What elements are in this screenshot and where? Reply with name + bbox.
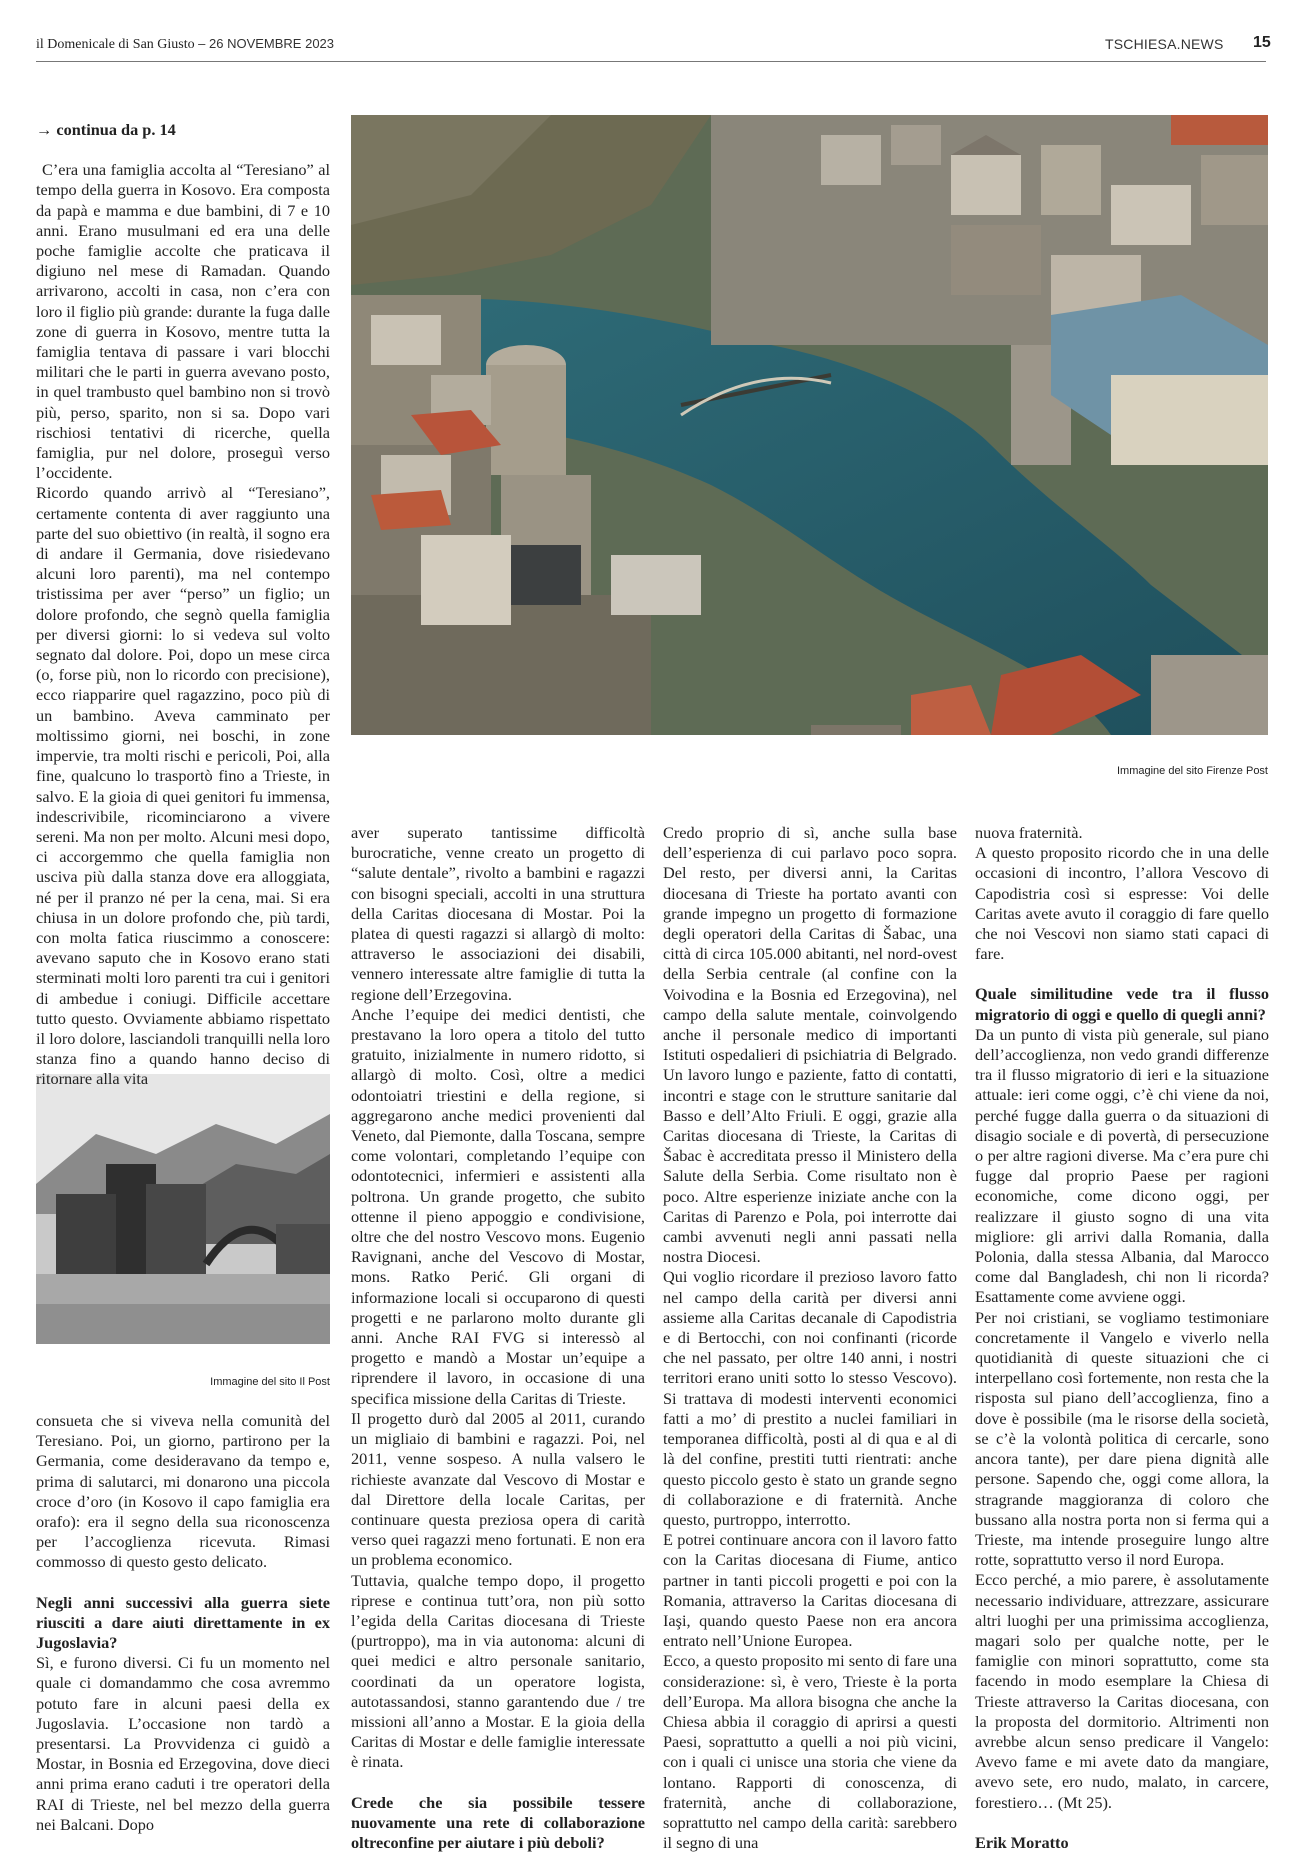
article-column-3 (663, 823, 957, 1853)
paragraph: nuova fraternità. (975, 823, 1083, 842)
article-column-1-continued (36, 1411, 330, 1835)
paragraph: Per noi cristiani, se vogliamo testimoniare concretamente il Vangelo e viverlo nella quotidianità di queste situazioni che ci interpellano così fortemente, non resta che la risposta sul piano dell’accoglienza, fino a dove è possibile (ma le risorse della società, se c’è la volontà politica di cercarle, sono ancora tante), per dare piena dignità alle persone. Sapendo che, oggi come allora, la stragrande maggioranza di coloro che bussano alla nostra porta non si ferma qui a Trieste, ma intende proseguire lungo altre rotte, soprattutto verso il nord Europa. (975, 1307, 1269, 1570)
site-name[interactable]: TSCHIESA.NEWS (1105, 36, 1224, 52)
paragraph: Credo proprio di sì, anche sulla base dell’esperienza di cui parlavo poco sopra. Del resto, per diversi anni, la Caritas diocesana di Trieste ha portato avanti con grande impegno un progetto di formazione degli operatori della Caritas di Šabac, una città di circa 105.000 abitanti, nel nord-ovest della Serbia centrale (al confine con la Voivodina e la Bosnia ed Erzegovina), nel campo della salute mentale, coinvolgendo anche il personale medico di importanti Istituti ospedalieri di psichiatria di Belgrado. Un lavoro lungo e paziente, fatto di contatti, incontri e stage con le strutture sanitarie dal Basso e dell’Alto Friuli. E oggi, grazie alla Caritas diocesana di Trieste, la Caritas di Šabac è accreditata presso il Ministero della Salute della Serbia. Come risultato non è poco. Altre esperienze iniziate anche con la Caritas di Parenzo e Pola, poi interrotte dai cambi avvenuti negli anni passati nella nostra Diocesi. (663, 823, 957, 1267)
paragraph: Qui voglio ricordare il prezioso lavoro fatto nel campo della carità per diversi anni assieme alla Caritas decanale di Capodistria e di Bertocchi, con noi confinanti (ricorde che nel passato, per oltre 140 anni, i nostri territori erano uniti sotto lo stesso Vescovo). Si trattava di modesti interventi economici fatti a mo’ di prestito a nuclei familiari in temporanea difficoltà, posti al di qua e al di là del confine, prestiti tutti rientrati: anche questo piccolo gesto è stato un grande segno di collaborazione e di fraternità. Anche questo, purtroppo, interrotto. (663, 1267, 957, 1529)
header-divider (36, 61, 1266, 62)
interview-question: Negli anni successivi alla guerra siete riusciti a dare aiuti direttamente in ex Jugoslavia? (36, 1592, 330, 1653)
article-column-1 (36, 120, 330, 1090)
main-photo-caption: Immagine del sito Firenze Post (1116, 765, 1268, 777)
main-photo (351, 115, 1268, 735)
issue-date: – 26 NOVEMBRE 2023 (198, 36, 335, 51)
paragraph: Ricordo quando arrivò al “Teresiano”, certamente contenta di aver raggiunto una parte del suo obiettivo (in realtà, il sogno era di andare il Germania, dove risiedevano alcuni loro parenti), ma nel contempo tristissima per aver “perso” un figlio; un dolore profondo, che segnò quella famiglia per diversi giorni: lo si vedeva sul volto segnato dal dolore. Poi, dopo un mese circa (o, forse più, non lo ricordo con precisione), ecco riapparire quel ragazzino, poco più di un bambino. Aveva camminato per moltissimo giorni, nei boschi, in zone impervie, tra molti rischi e pericoli, Poi, alla fine, qualcuno lo trasportò fino a Trieste, in salvo. E la gioia di quei genitori fu immensa, indescrivibile, ricominciarono a vivere sereni. Ma non per molto. Alcuni mesi dopo, ci accorgemmo che quella famiglia non usciva più dalla stanza dove era alloggiata, né per il pranzo né per la cena, mai. Si era chiusa in un dolore profondo che, più tardi, con molta fatica riuscimmo a conoscere: avevano saputo che in Kosovo erano stati sterminati molti loro parenti tra cui i genitori di ambedue i coniugi. Difficile accettare tutto questo. Ovviamente abbiamo rispettato il loro dolore, lasciandoli tranquilli nella loro stanza fino a quando hanno deciso di ritornare alla vita (36, 483, 330, 1089)
paragraph: Sì, e furono diversi. Ci fu un momento nel quale ci domandammo che cosa avremmo potuto fare in alcuni paesi della ex Jugoslavia. L’occasione non tardò a presentarsi. La Provvidenza ci guidò a Mostar, in Bosnia ed Erzegovina, dove dieci anni prima erano caduti i tre operatori della RAI di Trieste, nel bel mezzo della guerra nei Balcani. Dopo (36, 1653, 330, 1834)
paragraph: Da un punto di vista più generale, sul piano dell’accoglienza, non vedo grandi differenze tra il flusso migratorio di ieri e la situazione attuale: ieri come oggi, c’è chi viene da noi, perché fugge dalla guerra o da situazioni di disagio sociale e di povertà, di persecuzione o per altre ragioni diverse. Ma c’era pure chi fugge dal proprio Paese per ragioni economiche, come dicono oggi, per realizzare il giusto sogno di una vita migliore: gli arrivi dalla Romania, dalla Polonia, dalla stessa Albania, dal Marocco come dal Bangladesh, chi non li ricorda? Esattamente come avviene oggi. (975, 1024, 1269, 1307)
paragraph: Il progetto durò dal 2005 al 2011, curando un migliaio di bambini e ragazzi. Poi, nel 2011, venne sospeso. A nulla valsero le richieste avanzate dal Vescovo di Mostar e dal Direttore della locale Caritas, per continuare questa preziosa opera di carità verso quei ragazzi meno fortunati. E non era un problema economico. (351, 1408, 645, 1570)
continued-from: → continua da p. 14 (36, 120, 176, 139)
paragraph: Tuttavia, qualche tempo dopo, il progetto riprese e continua tutt’ora, non più sotto l’egida della Caritas diocesana di Trieste (purtroppo), ma in via autonoma: alcuni di quei medici e altro personale sanitario, coordinati da un operatore logista, autotassandosi, stanno garantendo due / tre missioni all’anno a Mostar. E la gioia della Caritas di Mostar e delle famiglie interessate è rinata. (351, 1570, 645, 1772)
paragraph: E potrei continuare ancora con il lavoro fatto con la Caritas diocesana di Fiume, antico partner in tanti piccoli progetti e poi con la Romania, attraverso la Caritas diocesana di Iaşi, quando questo Paese non era ancora entrato nell’Unione Europea. (663, 1530, 957, 1651)
article-column-2 (351, 823, 645, 1853)
paragraph: C’era una famiglia accolta al “Teresiano” al tempo della guerra in Kosovo. Era composta da papà e mamma e due bambini, di 7 e 10 anni. Erano musulmani ed era una delle poche famiglie accolte che praticava il digiuno nel mese di Ramadan. Quando arrivarono, accolti in casa, non c’era con loro il figlio più grande: durante la fuga dalle zone di guerra in Kosovo, mentre tutta la famiglia tentava di passare i vari blocchi militari che le parti in guerra avevano posto, in quel trambusto quel bambino non si trovò più, perso, sparito, non si sa. Dopo vari rischiosi tentativi di ricerche, quella famiglia, pur nel dolore, proseguì verso l’occidente. (36, 160, 330, 483)
page-number: 15 (1253, 34, 1271, 51)
article-column-4 (975, 823, 1269, 1853)
newspaper-name: il Domenicale di San Giusto (36, 37, 195, 52)
paragraph: aver superato tantissime difficoltà burocratiche, venne creato un progetto di “salute dentale”, rivolto a bambini e ragazzi con bisogni speciali, accolti in una struttura della Caritas diocesana di Mostar. Poi la platea di questi ragazzi si allargò di molto: attraverso le associazioni dei disabili, vennero interessate altre famiglie di tutta la regione dell’Erzegovina. (351, 823, 645, 1004)
paragraph: A questo proposito ricordo che in una delle occasioni di incontro, l’allora Vescovo di Capodistria così si espresse: Voi delle Caritas avete avuto il coraggio di fare quello che noi Vescovi non siamo stati capaci di fare. (975, 843, 1269, 964)
masthead (36, 36, 334, 53)
paragraph: Ecco perché, a mio parere, è assolutamente necessario individuare, attrezzare, assicurare altri luoghi per una primissima accoglienza, magari solo per qualche notte, per le famiglie con minori soprattutto, come sta facendo in modo esemplare la Chiesa di Trieste attraverso la Caritas diocesana, con la proposta del dormitorio. Altrimenti non avrebbe alcun senso predicare il Vangelo: Avevo fame e mi avete dato da mangiare, avevo sete, ero nudo, malato, in carcere, forestiero… (Mt 25). (975, 1570, 1269, 1812)
paragraph: Ecco, a questo proposito mi sento di fare una considerazione: sì, è vero, Trieste è la porta dell’Europa. Ma allora bisogna che anche la Chiesa abbia il coraggio di aprirsi a questi Paesi, soprattutto a quelli a noi più vicini, con i quali ci unisce una storia che viene da lontano. Rapporti di conoscenza, di fraternità, anche di collaborazione, soprattutto nel campo della carità: sarebbero il segno di una (663, 1651, 957, 1853)
interview-question: Quale similitudine vede tra il flusso migratorio di oggi e quello di quegli anni? (975, 984, 1269, 1024)
paragraph: Anche l’equipe dei medici dentisti, che prestavano la loro opera a titolo del tutto gratuito, inizialmente in numero ridotto, si allargò di molto. Così, oltre a medici odontoiatri triestini e della regione, si aggregarono anche medici provenienti dal Veneto, dal Piemonte, dalla Toscana, sempre come volontari, completando l’equipe con odontotecnici, infermieri e assistenti alla poltrona. Un grande progetto, che subito ottenne il pieno appoggio e condivisione, oltre che del nostro Vescovo mons. Eugenio Ravignani, anche del Vescovo di Mostar, mons. Ratko Perić. Gli organi di informazione locali si occuparono di questi progetti e ne parlarono molto durante gli anni. Anche RAI FVG si interessò al progetto e mandò a Mostar un’equipe a riprendere il lavoro, in occasione di una specifica missione della Caritas di Trieste. (351, 1004, 645, 1408)
paragraph: consueta che si viveva nella comunità del Teresiano. Poi, un giorno, partirono per la Germania, come desideravano da tempo e, prima di salutarci, mi donarono una piccola croce d’oro (in Kosovo il capo famiglia era orafo): era il segno della sua riconoscenza per l’accoglienza ricevuta. Rimasi commosso di questo gesto delicato. (36, 1411, 330, 1572)
small-photo (36, 1074, 330, 1344)
small-photo-caption: Immagine del sito Il Post (210, 1376, 330, 1388)
interview-question: Crede che sia possibile tessere nuovamente una rete di collaborazione oltreconfine per aiutare i più deboli? (351, 1792, 645, 1852)
author-signature: Erik Moratto (975, 1832, 1069, 1852)
